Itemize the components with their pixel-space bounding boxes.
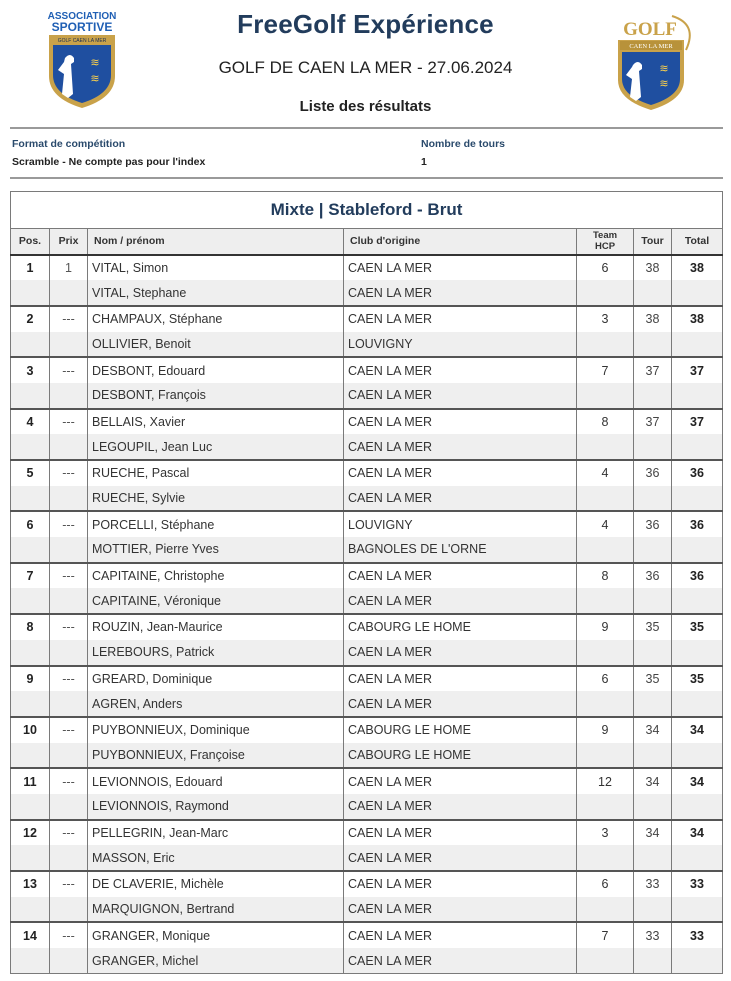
team-total-score: 33 — [672, 922, 723, 948]
player-name: RUECHE, Pascal — [88, 460, 344, 486]
col-header-team-hcp — [577, 229, 634, 255]
team-position: 2 — [11, 306, 50, 332]
empty-cell — [11, 794, 50, 820]
empty-cell — [672, 640, 723, 666]
logo-left-line2: SPORTIVE — [51, 20, 113, 34]
player-name: LEVIONNOIS, Raymond — [88, 794, 344, 820]
player-club: CAEN LA MER — [344, 640, 577, 666]
team-prize: --- — [50, 460, 88, 486]
team-hcp: 9 — [577, 614, 634, 640]
team-position: 6 — [11, 511, 50, 537]
empty-cell — [50, 640, 88, 666]
player-club: CABOURG LE HOME — [344, 743, 577, 769]
team-position: 11 — [11, 768, 50, 794]
logo-right-banner: CAEN LA MER — [629, 43, 673, 50]
empty-cell — [577, 383, 634, 409]
empty-cell — [672, 691, 723, 717]
logo-left-line1: ASSOCIATION — [47, 11, 117, 22]
empty-cell — [577, 588, 634, 614]
empty-cell — [577, 794, 634, 820]
empty-cell — [50, 537, 88, 563]
empty-cell — [672, 743, 723, 769]
team-position: 9 — [11, 666, 50, 692]
competition-format-label: Format de compétition — [12, 138, 126, 150]
player-name: VITAL, Stephane — [88, 280, 344, 306]
team-row-8-partner — [11, 640, 723, 666]
player-name: GREARD, Dominique — [88, 666, 344, 692]
empty-cell — [577, 897, 634, 923]
team-row-12-partner — [11, 845, 723, 871]
team-row-7 — [11, 563, 723, 589]
team-row-6-partner — [11, 537, 723, 563]
team-row-5-partner — [11, 486, 723, 512]
empty-cell — [634, 640, 672, 666]
col-header-prix: Prix — [50, 229, 88, 255]
team-row-4 — [11, 409, 723, 435]
competition-format-block — [12, 138, 205, 168]
player-name: CAPITAINE, Véronique — [88, 588, 344, 614]
empty-cell — [11, 948, 50, 974]
empty-cell — [577, 691, 634, 717]
empty-cell — [672, 897, 723, 923]
empty-cell — [672, 794, 723, 820]
empty-cell — [577, 845, 634, 871]
player-club: CAEN LA MER — [344, 409, 577, 435]
empty-cell — [50, 845, 88, 871]
team-hcp: 6 — [577, 871, 634, 897]
team-row-11-partner — [11, 794, 723, 820]
team-prize: --- — [50, 820, 88, 846]
team-hcp: 12 — [577, 768, 634, 794]
empty-cell — [634, 332, 672, 358]
empty-cell — [672, 537, 723, 563]
team-hcp: 4 — [577, 511, 634, 537]
empty-cell — [672, 280, 723, 306]
team-tour-score: 38 — [634, 306, 672, 332]
player-name: MOTTIER, Pierre Yves — [88, 537, 344, 563]
col-header-pos: Pos. — [11, 229, 50, 255]
team-prize: --- — [50, 666, 88, 692]
empty-cell — [11, 434, 50, 460]
player-club: CAEN LA MER — [344, 383, 577, 409]
rounds-label: Nombre de tours — [421, 138, 506, 150]
team-tour-score: 36 — [634, 511, 672, 537]
team-total-score: 34 — [672, 717, 723, 743]
team-row-4-partner — [11, 434, 723, 460]
empty-cell — [672, 845, 723, 871]
team-row-6 — [11, 511, 723, 537]
empty-cell — [577, 948, 634, 974]
empty-cell — [50, 897, 88, 923]
team-tour-score: 34 — [634, 717, 672, 743]
rounds-block — [421, 138, 505, 168]
player-name: DESBONT, Edouard — [88, 357, 344, 383]
team-prize: --- — [50, 768, 88, 794]
team-total-score: 36 — [672, 563, 723, 589]
player-club: CAEN LA MER — [344, 794, 577, 820]
empty-cell — [634, 743, 672, 769]
player-name: ROUZIN, Jean-Maurice — [88, 614, 344, 640]
team-total-score: 35 — [672, 614, 723, 640]
svg-text:≋: ≋ — [90, 72, 100, 85]
empty-cell — [50, 486, 88, 512]
player-name: LEGOUPIL, Jean Luc — [88, 434, 344, 460]
team-hcp: 6 — [577, 255, 634, 281]
team-hcp: 8 — [577, 563, 634, 589]
empty-cell — [11, 640, 50, 666]
event-subtitle: GOLF DE CAEN LA MER - 27.06.2024 — [218, 58, 513, 77]
team-tour-score: 34 — [634, 820, 672, 846]
col-header-club: Club d'origine — [344, 229, 577, 255]
empty-cell — [634, 948, 672, 974]
empty-cell — [50, 743, 88, 769]
team-prize: --- — [50, 306, 88, 332]
team-tour-score: 37 — [634, 409, 672, 435]
team-row-9-partner — [11, 691, 723, 717]
team-row-3-partner — [11, 383, 723, 409]
svg-text:≋: ≋ — [659, 77, 669, 90]
team-total-score: 37 — [672, 357, 723, 383]
player-name: GRANGER, Michel — [88, 948, 344, 974]
team-position: 5 — [11, 460, 50, 486]
player-club: CAEN LA MER — [344, 588, 577, 614]
empty-cell — [634, 383, 672, 409]
player-name: VITAL, Simon — [88, 255, 344, 281]
team-hcp: 3 — [577, 820, 634, 846]
empty-cell — [634, 897, 672, 923]
team-total-score: 35 — [672, 666, 723, 692]
empty-cell — [672, 434, 723, 460]
page-title: FreeGolf Expérience — [237, 9, 494, 39]
team-prize: --- — [50, 614, 88, 640]
player-club: CAEN LA MER — [344, 691, 577, 717]
empty-cell — [11, 332, 50, 358]
empty-cell — [577, 486, 634, 512]
team-total-score: 36 — [672, 511, 723, 537]
divider-top — [10, 127, 723, 129]
empty-cell — [577, 280, 634, 306]
player-club: CAEN LA MER — [344, 460, 577, 486]
team-hcp: 7 — [577, 357, 634, 383]
empty-cell — [634, 486, 672, 512]
player-club: CAEN LA MER — [344, 563, 577, 589]
empty-cell — [11, 897, 50, 923]
team-tour-score: 33 — [634, 871, 672, 897]
team-total-score: 34 — [672, 820, 723, 846]
team-hcp: 7 — [577, 922, 634, 948]
player-club: CAEN LA MER — [344, 486, 577, 512]
player-name: BELLAIS, Xavier — [88, 409, 344, 435]
player-club: CAEN LA MER — [344, 357, 577, 383]
empty-cell — [11, 537, 50, 563]
empty-cell — [50, 280, 88, 306]
team-row-5 — [11, 460, 723, 486]
empty-cell — [634, 794, 672, 820]
empty-cell — [634, 434, 672, 460]
player-name: PELLEGRIN, Jean-Marc — [88, 820, 344, 846]
player-club: CABOURG LE HOME — [344, 614, 577, 640]
team-total-score: 34 — [672, 768, 723, 794]
player-name: PUYBONNIEUX, Françoise — [88, 743, 344, 769]
empty-cell — [577, 434, 634, 460]
team-row-9 — [11, 666, 723, 692]
team-hcp: 4 — [577, 460, 634, 486]
player-name: MARQUIGNON, Bertrand — [88, 897, 344, 923]
team-position: 3 — [11, 357, 50, 383]
empty-cell — [11, 588, 50, 614]
empty-cell — [672, 948, 723, 974]
team-tour-score: 35 — [634, 666, 672, 692]
player-club: CAEN LA MER — [344, 666, 577, 692]
empty-cell — [672, 588, 723, 614]
team-position: 8 — [11, 614, 50, 640]
logo-right-word: GOLF — [623, 19, 677, 40]
empty-cell — [50, 332, 88, 358]
list-title: Liste des résultats — [299, 98, 432, 115]
player-club: CAEN LA MER — [344, 255, 577, 281]
player-name: PORCELLI, Stéphane — [88, 511, 344, 537]
empty-cell — [634, 537, 672, 563]
empty-cell — [11, 743, 50, 769]
rounds-value: 1 — [421, 156, 427, 168]
team-tour-score: 37 — [634, 357, 672, 383]
team-tour-score: 35 — [634, 614, 672, 640]
team-prize: --- — [50, 717, 88, 743]
col-header-hcp-line2: HCP — [594, 241, 616, 253]
team-total-score: 38 — [672, 255, 723, 281]
empty-cell — [672, 383, 723, 409]
team-hcp: 9 — [577, 717, 634, 743]
empty-cell — [50, 434, 88, 460]
empty-cell — [577, 537, 634, 563]
player-name: AGREN, Anders — [88, 691, 344, 717]
player-club: CAEN LA MER — [344, 897, 577, 923]
player-name: LEREBOURS, Patrick — [88, 640, 344, 666]
player-club: CAEN LA MER — [344, 768, 577, 794]
empty-cell — [577, 640, 634, 666]
player-name: DE CLAVERIE, Michèle — [88, 871, 344, 897]
divider-bottom — [10, 177, 723, 179]
empty-cell — [11, 383, 50, 409]
empty-cell — [634, 691, 672, 717]
player-club: BAGNOLES DE L'ORNE — [344, 537, 577, 563]
team-row-13-partner — [11, 897, 723, 923]
team-position: 12 — [11, 820, 50, 846]
player-name: PUYBONNIEUX, Dominique — [88, 717, 344, 743]
team-position: 1 — [11, 255, 50, 281]
category-row — [11, 192, 723, 229]
team-hcp: 3 — [577, 306, 634, 332]
team-tour-score: 36 — [634, 460, 672, 486]
competition-format-value: Scramble - Ne compte pas pour l'index — [12, 156, 206, 168]
empty-cell — [634, 280, 672, 306]
player-club: CAEN LA MER — [344, 845, 577, 871]
player-club: LOUVIGNY — [344, 332, 577, 358]
empty-cell — [672, 332, 723, 358]
team-row-13 — [11, 871, 723, 897]
player-club: CAEN LA MER — [344, 820, 577, 846]
empty-cell — [11, 280, 50, 306]
team-position: 13 — [11, 871, 50, 897]
player-club: LOUVIGNY — [344, 511, 577, 537]
team-prize: --- — [50, 511, 88, 537]
player-name: LEVIONNOIS, Edouard — [88, 768, 344, 794]
team-position: 14 — [11, 922, 50, 948]
team-row-2 — [11, 306, 723, 332]
team-prize: --- — [50, 409, 88, 435]
empty-cell — [50, 588, 88, 614]
player-club: CAEN LA MER — [344, 306, 577, 332]
team-prize: 1 — [50, 255, 88, 281]
svg-text:≋: ≋ — [90, 56, 100, 69]
empty-cell — [50, 948, 88, 974]
team-row-10 — [11, 717, 723, 743]
empty-cell — [11, 845, 50, 871]
team-tour-score: 38 — [634, 255, 672, 281]
team-row-8 — [11, 614, 723, 640]
player-name: OLLIVIER, Benoit — [88, 332, 344, 358]
team-position: 10 — [11, 717, 50, 743]
col-header-tour: Tour — [634, 229, 672, 255]
team-prize: --- — [50, 922, 88, 948]
team-total-score: 37 — [672, 409, 723, 435]
results-table — [10, 191, 723, 974]
results-body — [11, 255, 723, 974]
team-prize: --- — [50, 357, 88, 383]
empty-cell — [672, 486, 723, 512]
player-club: CAEN LA MER — [344, 922, 577, 948]
player-club: CAEN LA MER — [344, 871, 577, 897]
player-name: CAPITAINE, Christophe — [88, 563, 344, 589]
team-row-1 — [11, 255, 723, 281]
empty-cell — [50, 383, 88, 409]
col-header-name: Nom / prénom — [88, 229, 344, 255]
team-hcp: 6 — [577, 666, 634, 692]
player-club: CAEN LA MER — [344, 280, 577, 306]
team-position: 7 — [11, 563, 50, 589]
team-tour-score: 34 — [634, 768, 672, 794]
team-hcp: 8 — [577, 409, 634, 435]
team-tour-score: 36 — [634, 563, 672, 589]
team-prize: --- — [50, 871, 88, 897]
team-total-score: 33 — [672, 871, 723, 897]
empty-cell — [577, 743, 634, 769]
team-row-10-partner — [11, 743, 723, 769]
team-row-14-partner — [11, 948, 723, 974]
team-tour-score: 33 — [634, 922, 672, 948]
player-club: CAEN LA MER — [344, 434, 577, 460]
team-row-1-partner — [11, 280, 723, 306]
player-name: CHAMPAUX, Stéphane — [88, 306, 344, 332]
player-name: MASSON, Eric — [88, 845, 344, 871]
empty-cell — [577, 332, 634, 358]
player-name: GRANGER, Monique — [88, 922, 344, 948]
player-name: DESBONT, François — [88, 383, 344, 409]
team-total-score: 38 — [672, 306, 723, 332]
player-club: CABOURG LE HOME — [344, 717, 577, 743]
team-row-14 — [11, 922, 723, 948]
team-prize: --- — [50, 563, 88, 589]
empty-cell — [634, 845, 672, 871]
logo-left-banner: GOLF CAEN LA MER — [57, 38, 107, 44]
team-row-11 — [11, 768, 723, 794]
svg-text:≋: ≋ — [659, 62, 669, 75]
column-header-row — [11, 229, 723, 255]
team-position: 4 — [11, 409, 50, 435]
col-header-total: Total — [672, 229, 723, 255]
empty-cell — [11, 486, 50, 512]
team-row-7-partner — [11, 588, 723, 614]
category-title: Mixte | Stableford - Brut — [11, 192, 723, 229]
empty-cell — [11, 691, 50, 717]
team-row-2-partner — [11, 332, 723, 358]
empty-cell — [50, 794, 88, 820]
col-header-hcp-line1: Team — [592, 230, 618, 242]
team-row-12 — [11, 820, 723, 846]
team-row-3 — [11, 357, 723, 383]
empty-cell — [50, 691, 88, 717]
empty-cell — [634, 588, 672, 614]
team-total-score: 36 — [672, 460, 723, 486]
player-name: RUECHE, Sylvie — [88, 486, 344, 512]
player-club: CAEN LA MER — [344, 948, 577, 974]
